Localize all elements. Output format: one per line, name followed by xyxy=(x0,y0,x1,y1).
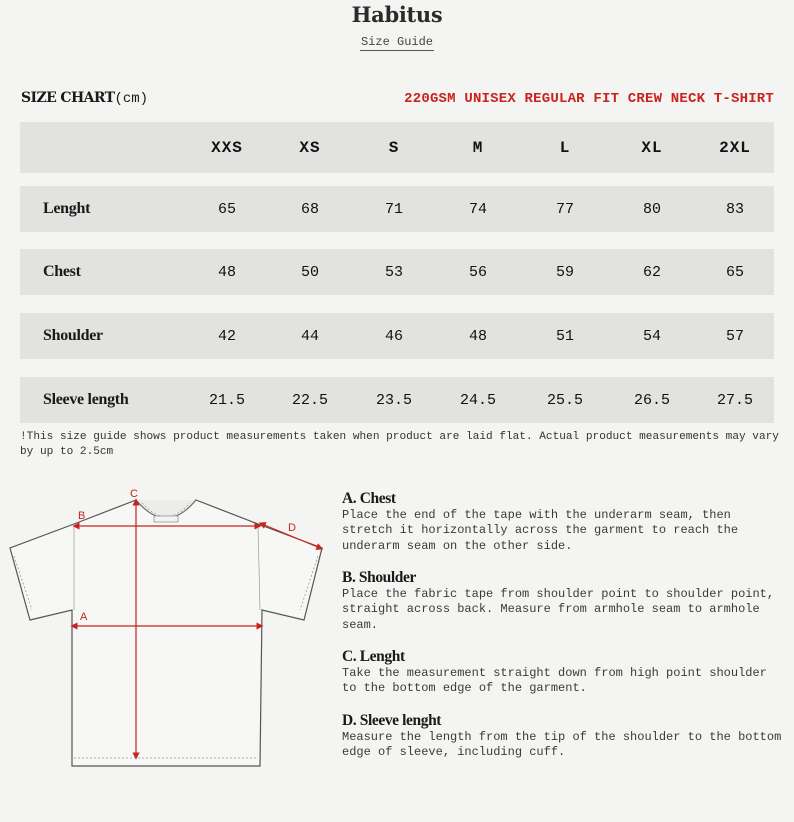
table-row-sleeve xyxy=(20,377,774,423)
table-cell: 83 xyxy=(725,200,744,218)
table-cell: 68 xyxy=(300,200,319,218)
instruction-text: Place the end of the tape with the underarm seam, then stretch it horizontally across the garment to reach the underarm seam on the other side. xyxy=(342,508,739,553)
table-cell: 24.5 xyxy=(459,391,496,409)
table-cell: 26.5 xyxy=(633,391,670,409)
subtitle-wrap xyxy=(0,32,794,50)
table-cell: 54 xyxy=(642,327,661,345)
row-label: Sleeve length xyxy=(43,391,129,408)
table-cell: 80 xyxy=(642,200,661,218)
diagram-label-b: B xyxy=(78,510,86,522)
size-chart-label: SIZE CHART xyxy=(21,90,115,106)
measurement-note: !This size guide shows product measurements taken when product are laid flat. Actual product measurements may vary by up to 2.5cm xyxy=(20,431,779,458)
size-header-cell: S xyxy=(388,138,400,157)
size-guide-subtitle: Size Guide xyxy=(360,35,433,49)
row-label: Chest xyxy=(43,263,81,280)
size-header-row xyxy=(20,122,774,173)
instruction-title: A. Chest xyxy=(342,490,396,507)
table-cell: 65 xyxy=(217,200,236,218)
instruction-text: Measure the length from the tip of the shoulder to the bottom edge of sleeve, including cuff. xyxy=(342,730,782,760)
diagram-label-c: C xyxy=(130,488,138,500)
table-cell: 53 xyxy=(384,263,403,281)
size-header-cell: L xyxy=(559,138,571,157)
table-cell: 77 xyxy=(555,200,574,218)
table-cell: 74 xyxy=(468,200,487,218)
table-cell: 44 xyxy=(300,327,319,345)
diagram-label-a: A xyxy=(80,611,88,623)
instruction-title: C. Lenght xyxy=(342,648,405,665)
size-header-cell: XL xyxy=(641,138,663,157)
tshirt-outline xyxy=(10,500,322,766)
instruction-text: Place the fabric tape from shoulder point to shoulder point, straight across back. Measure from armhole seam to armhole seam. xyxy=(342,587,775,632)
table-cell: 50 xyxy=(300,263,319,281)
size-header-cell: XS xyxy=(299,138,321,157)
diagram-label-d: D xyxy=(288,522,296,534)
table-cell: 42 xyxy=(217,327,236,345)
instruction-shoulder xyxy=(342,569,782,633)
table-cell: 57 xyxy=(725,327,744,345)
instruction-title: B. Shoulder xyxy=(342,569,416,586)
instruction-text: Take the measurement straight down from high point shoulder to the bottom edge of the garment. xyxy=(342,666,767,696)
brand-title: Habitus xyxy=(351,2,443,27)
table-cell: 21.5 xyxy=(208,391,245,409)
table-cell: 59 xyxy=(555,263,574,281)
size-chart-title xyxy=(21,90,148,107)
table-cell: 71 xyxy=(384,200,403,218)
row-label: Lenght xyxy=(43,200,91,217)
table-cell: 48 xyxy=(468,327,487,345)
table-cell: 22.5 xyxy=(291,391,328,409)
table-row-chest xyxy=(20,249,774,295)
table-cell: 65 xyxy=(725,263,744,281)
instruction-length xyxy=(342,648,782,697)
table-cell: 27.5 xyxy=(716,391,753,409)
row-label: Shoulder xyxy=(43,327,103,344)
table-cell: 25.5 xyxy=(546,391,583,409)
instruction-sleeve xyxy=(342,712,782,761)
table-row-shoulder xyxy=(20,313,774,359)
tshirt-diagram xyxy=(8,486,328,772)
table-cell: 56 xyxy=(468,263,487,281)
product-description: 220GSM UNISEX REGULAR FIT CREW NECK T-SHIRT xyxy=(404,91,774,107)
table-cell: 62 xyxy=(642,263,661,281)
neck-label xyxy=(154,516,178,522)
table-cell: 51 xyxy=(555,327,574,345)
instruction-title: D. Sleeve lenght xyxy=(342,712,442,729)
table-cell: 46 xyxy=(384,327,403,345)
table-cell: 23.5 xyxy=(375,391,412,409)
table-cell: 48 xyxy=(217,263,236,281)
size-header-cell: XXS xyxy=(211,138,243,157)
instruction-chest xyxy=(342,490,782,554)
size-header-cell: 2XL xyxy=(719,138,751,157)
size-chart-unit: (cm) xyxy=(114,91,149,107)
table-row-length xyxy=(20,186,774,232)
size-header-cell: M xyxy=(472,138,484,157)
